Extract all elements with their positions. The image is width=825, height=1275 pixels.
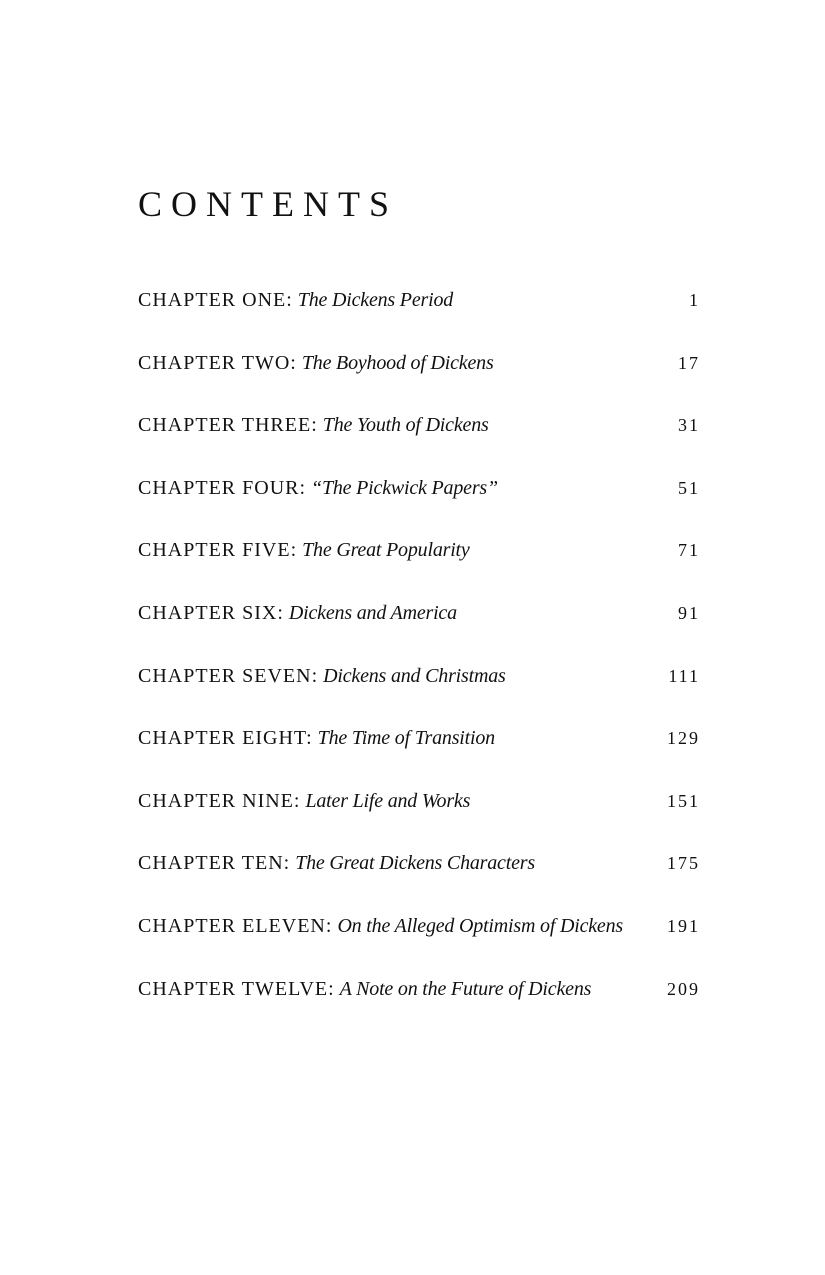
chapter-label: CHAPTER ONE: xyxy=(138,289,293,311)
toc-entry[interactable] xyxy=(138,660,700,723)
page-number: 91 xyxy=(678,602,700,623)
toc-entry[interactable] xyxy=(138,534,700,597)
entry-text xyxy=(138,409,489,441)
chapter-title: Dickens and America xyxy=(288,601,457,624)
chapter-title: The Great Dickens Characters xyxy=(295,852,535,875)
page-title: CONTENTS xyxy=(138,184,398,224)
page-number: 209 xyxy=(667,978,700,999)
chapter-label: CHAPTER FOUR: xyxy=(138,476,307,499)
chapter-title: On the Alleged Optimism of Dickens xyxy=(337,914,623,937)
toc-entry[interactable] xyxy=(138,973,700,1036)
chapter-title: Dickens and Christmas xyxy=(323,664,506,687)
toc-entry[interactable] xyxy=(138,847,700,910)
page-number: 111 xyxy=(668,665,700,686)
chapter-label: CHAPTER NINE: xyxy=(138,789,301,812)
entry-text xyxy=(138,284,453,316)
toc-entry[interactable] xyxy=(138,597,700,660)
entry-text xyxy=(138,472,498,504)
chapter-title: Later Life and Works xyxy=(305,789,471,812)
page-number: 129 xyxy=(667,728,700,749)
chapter-title: The Time of Transition xyxy=(317,727,495,750)
chapter-title: A Note on the Future of Dickens xyxy=(339,977,592,1000)
page-number: 51 xyxy=(678,477,700,498)
chapter-title: The Boyhood of Dickens xyxy=(301,351,494,374)
page-number: 71 xyxy=(678,540,700,561)
toc-entry[interactable] xyxy=(138,284,700,347)
entry-text xyxy=(138,597,457,629)
chapter-title: The Great Popularity xyxy=(302,539,470,562)
entry-text xyxy=(138,722,495,754)
page-number: 31 xyxy=(678,415,700,436)
entry-text xyxy=(138,910,623,942)
entry-text xyxy=(138,847,535,879)
entry-text xyxy=(138,347,494,379)
page-number: 175 xyxy=(667,853,700,874)
page-number: 191 xyxy=(667,915,700,936)
chapter-title: “The Pickwick Papers” xyxy=(311,476,498,499)
chapter-title: The Dickens Period xyxy=(297,289,454,311)
entry-text xyxy=(138,660,506,692)
chapter-label: CHAPTER TEN: xyxy=(138,852,291,875)
table-of-contents xyxy=(138,284,700,1035)
chapter-label: CHAPTER FIVE: xyxy=(138,539,298,562)
toc-entry[interactable] xyxy=(138,409,700,472)
chapter-label: CHAPTER SIX: xyxy=(138,601,284,624)
toc-entry[interactable] xyxy=(138,347,700,410)
page-number: 17 xyxy=(678,352,700,373)
chapter-label: CHAPTER TWELVE: xyxy=(138,977,335,1000)
entry-text xyxy=(138,534,470,566)
chapter-label: CHAPTER THREE: xyxy=(138,414,318,437)
page-number: 1 xyxy=(689,290,700,310)
chapter-title: The Youth of Dickens xyxy=(322,414,489,437)
entry-text xyxy=(138,785,470,817)
entry-text xyxy=(138,973,591,1005)
chapter-label: CHAPTER SEVEN: xyxy=(138,664,319,687)
page-number: 151 xyxy=(667,790,700,811)
chapter-label: CHAPTER EIGHT: xyxy=(138,727,313,750)
toc-entry[interactable] xyxy=(138,722,700,785)
toc-entry[interactable] xyxy=(138,785,700,848)
chapter-label: CHAPTER TWO: xyxy=(138,351,297,374)
toc-entry[interactable] xyxy=(138,910,700,973)
toc-entry[interactable] xyxy=(138,472,700,535)
chapter-label: CHAPTER ELEVEN: xyxy=(138,914,333,937)
